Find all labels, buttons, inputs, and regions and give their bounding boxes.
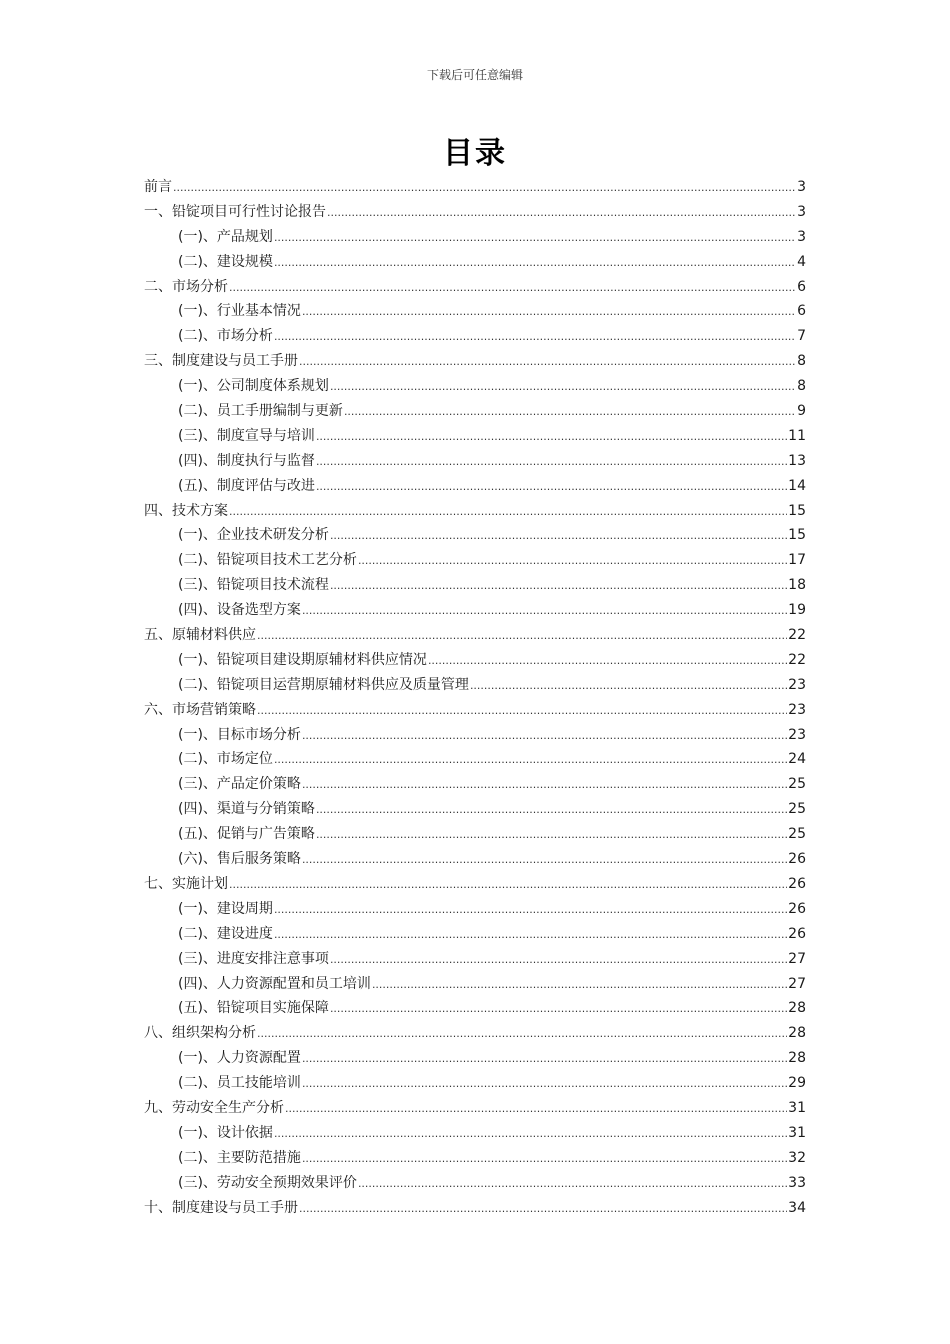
toc-dot-leader (302, 1147, 787, 1172)
toc-entry[interactable] (144, 299, 806, 324)
toc-entry-page: 25 (788, 776, 806, 793)
toc-dot-leader (299, 1197, 787, 1222)
toc-entry[interactable] (144, 349, 806, 374)
toc-dot-leader (358, 549, 787, 574)
toc-dot-leader (302, 599, 787, 624)
toc-entry-page: 27 (788, 950, 806, 967)
toc-title: 目录 (443, 136, 507, 171)
toc-entry[interactable] (144, 1071, 806, 1096)
toc-entry-title: 二、市场分析 (144, 278, 228, 295)
toc-entry-title: (四)、制度执行与监督 (178, 452, 315, 469)
toc-dot-leader (302, 848, 787, 873)
toc-entry[interactable] (144, 1121, 806, 1146)
toc-entry[interactable] (144, 747, 806, 772)
toc-dot-leader (274, 923, 787, 948)
toc-dot-leader (344, 400, 796, 425)
toc-entry[interactable] (144, 947, 806, 972)
toc-entry-page: 25 (788, 826, 806, 843)
toc-entry[interactable] (144, 250, 806, 275)
toc-dot-leader (428, 649, 787, 674)
toc-entry-title: (四)、人力资源配置和员工培训 (178, 975, 371, 992)
toc-entry-page: 22 (788, 627, 806, 644)
toc-dot-leader (274, 748, 787, 773)
toc-entry[interactable] (144, 324, 806, 349)
toc-entry[interactable] (144, 1171, 806, 1196)
toc-dot-leader (257, 624, 787, 649)
toc-entry-title: (四)、设备选型方案 (178, 602, 301, 619)
toc-entry[interactable] (144, 623, 806, 648)
toc-entry-title: 三、制度建设与员工手册 (144, 353, 298, 370)
toc-dot-leader (257, 1022, 787, 1047)
toc-entry[interactable] (144, 1046, 806, 1071)
toc-entry-page: 7 (797, 328, 806, 345)
toc-entry[interactable] (144, 972, 806, 997)
toc-entry[interactable] (144, 474, 806, 499)
toc-dot-leader (274, 1122, 787, 1147)
toc-entry[interactable] (144, 548, 806, 573)
toc-entry-title: (二)、市场分析 (178, 328, 273, 345)
toc-entry[interactable] (144, 772, 806, 797)
toc-entry[interactable] (144, 200, 806, 225)
toc-dot-leader (316, 798, 787, 823)
toc-entry-page: 31 (788, 1124, 806, 1141)
toc-dot-leader (274, 226, 796, 251)
toc-dot-leader (327, 201, 796, 226)
toc-entry-title: 十、制度建设与员工手册 (144, 1199, 298, 1216)
toc-dot-leader (274, 898, 787, 923)
toc-entry-page: 22 (788, 651, 806, 668)
toc-entry-title: (一)、公司制度体系规划 (178, 378, 329, 395)
toc-entry[interactable] (144, 996, 806, 1021)
toc-dot-leader (229, 873, 787, 898)
toc-entry[interactable] (144, 648, 806, 673)
toc-entry[interactable] (144, 275, 806, 300)
toc-entry[interactable] (144, 723, 806, 748)
toc-entry[interactable] (144, 1096, 806, 1121)
toc-entry-title: (一)、人力资源配置 (178, 1050, 301, 1067)
toc-dot-leader (302, 724, 787, 749)
toc-entry-page: 19 (788, 602, 806, 619)
toc-entry-title: (五)、铅锭项目实施保障 (178, 1000, 329, 1017)
table-of-contents (144, 175, 806, 1220)
toc-entry-title: (二)、铅锭项目技术工艺分析 (178, 552, 357, 569)
toc-entry-page: 4 (797, 253, 806, 270)
toc-entry-title: (三)、进度安排注意事项 (178, 950, 329, 967)
toc-entry[interactable] (144, 847, 806, 872)
toc-entry[interactable] (144, 897, 806, 922)
toc-entry-title: (二)、建设规模 (178, 253, 273, 270)
toc-entry-title: (三)、劳动安全预期效果评价 (178, 1174, 357, 1191)
toc-entry-title: (三)、制度宣导与培训 (178, 427, 315, 444)
toc-dot-leader (302, 1072, 787, 1097)
toc-entry-title: (一)、企业技术研发分析 (178, 527, 329, 544)
header-note: 下载后可任意编辑 (426, 68, 523, 82)
toc-entry[interactable] (144, 797, 806, 822)
toc-dot-leader (316, 450, 787, 475)
toc-entry-title: (六)、售后服务策略 (178, 851, 301, 868)
toc-dot-leader (302, 1047, 787, 1072)
toc-entry-page: 3 (797, 179, 806, 195)
toc-dot-leader (470, 674, 787, 699)
toc-entry-title: (一)、设计依据 (178, 1124, 273, 1141)
toc-entry-page: 27 (788, 975, 806, 992)
toc-entry-title: 五、原辅材料供应 (144, 627, 256, 644)
toc-dot-leader (173, 176, 796, 201)
toc-entry-page: 15 (788, 527, 806, 544)
toc-entry-title: (二)、员工技能培训 (178, 1075, 301, 1092)
toc-entry-title: 九、劳动安全生产分析 (144, 1099, 284, 1116)
toc-entry-title: 六、市场营销策略 (144, 701, 256, 718)
toc-dot-leader (316, 823, 787, 848)
toc-entry-title: (五)、制度评估与改进 (178, 477, 315, 494)
toc-dot-leader (302, 300, 796, 325)
toc-entry-page: 26 (788, 925, 806, 942)
toc-entry-title: (二)、市场定位 (178, 751, 273, 768)
toc-dot-leader (285, 1097, 787, 1122)
toc-entry-page: 6 (797, 303, 806, 320)
toc-entry[interactable] (144, 225, 806, 250)
toc-entry-page: 31 (788, 1099, 806, 1116)
toc-entry-page: 32 (788, 1149, 806, 1166)
toc-entry-page: 29 (788, 1075, 806, 1092)
toc-entry[interactable] (144, 1196, 806, 1221)
toc-entry-page: 8 (797, 353, 806, 370)
toc-entry-title: (四)、渠道与分销策略 (178, 801, 315, 818)
toc-entry-page: 17 (788, 552, 806, 569)
toc-entry-title: (三)、产品定价策略 (178, 776, 301, 793)
toc-entry-page: 9 (797, 403, 806, 420)
toc-entry-title: (三)、铅锭项目技术流程 (178, 577, 329, 594)
toc-entry-title: 四、技术方案 (144, 502, 228, 519)
toc-dot-leader (229, 500, 787, 525)
toc-entry-page: 15 (788, 502, 806, 519)
toc-dot-leader (330, 524, 787, 549)
toc-entry[interactable] (144, 499, 806, 524)
toc-dot-leader (372, 973, 787, 998)
toc-entry-title: (一)、产品规划 (178, 228, 273, 245)
toc-entry-page: 11 (788, 427, 806, 444)
toc-dot-leader (257, 699, 787, 724)
toc-entry-page: 28 (788, 1000, 806, 1017)
toc-entry-page: 25 (788, 801, 806, 818)
toc-entry-page: 3 (797, 203, 806, 220)
toc-entry-title: (二)、铅锭项目运营期原辅材料供应及质量管理 (178, 676, 469, 693)
toc-entry-page: 28 (788, 1050, 806, 1067)
toc-dot-leader (274, 251, 796, 276)
toc-dot-leader (358, 1172, 787, 1197)
toc-entry-page: 26 (788, 851, 806, 868)
toc-entry-page: 24 (788, 751, 806, 768)
toc-entry[interactable] (144, 449, 806, 474)
toc-entry[interactable] (144, 822, 806, 847)
toc-entry[interactable] (144, 399, 806, 424)
toc-entry[interactable] (144, 698, 806, 723)
toc-dot-leader (330, 574, 787, 599)
toc-entry-page: 18 (788, 577, 806, 594)
toc-entry-page: 26 (788, 900, 806, 917)
toc-entry[interactable] (144, 523, 806, 548)
toc-entry-title: 七、实施计划 (144, 875, 228, 892)
toc-dot-leader (274, 325, 796, 350)
toc-entry[interactable] (144, 673, 806, 698)
toc-entry-page: 23 (788, 726, 806, 743)
toc-entry-page: 6 (797, 278, 806, 295)
toc-entry[interactable] (144, 1146, 806, 1171)
toc-entry[interactable] (144, 598, 806, 623)
toc-entry-page: 3 (797, 228, 806, 245)
toc-dot-leader (299, 350, 796, 375)
toc-entry-page: 33 (788, 1174, 806, 1191)
toc-entry-title: (一)、目标市场分析 (178, 726, 301, 743)
toc-entry-title: (二)、主要防范措施 (178, 1149, 301, 1166)
toc-dot-leader (316, 475, 787, 500)
toc-entry-title: 前言 (144, 179, 172, 195)
toc-entry[interactable] (144, 374, 806, 399)
toc-entry-page: 23 (788, 701, 806, 718)
toc-entry-page: 23 (788, 676, 806, 693)
toc-entry-title: (一)、铅锭项目建设期原辅材料供应情况 (178, 651, 427, 668)
toc-entry-page: 28 (788, 1025, 806, 1042)
toc-entry[interactable] (144, 573, 806, 598)
toc-dot-leader (229, 276, 796, 301)
toc-entry-page: 26 (788, 875, 806, 892)
toc-entry[interactable] (144, 175, 806, 200)
toc-entry-page: 14 (788, 477, 806, 494)
toc-entry-title: (五)、促销与广告策略 (178, 826, 315, 843)
toc-dot-leader (330, 375, 796, 400)
toc-entry-title: (一)、行业基本情况 (178, 303, 301, 320)
toc-dot-leader (302, 773, 787, 798)
toc-entry-page: 8 (797, 378, 806, 395)
toc-dot-leader (316, 425, 787, 450)
toc-entry-title: 一、铅锭项目可行性讨论报告 (144, 203, 326, 220)
toc-dot-leader (330, 997, 787, 1022)
toc-entry-page: 34 (788, 1199, 806, 1216)
toc-entry-title: (一)、建设周期 (178, 900, 273, 917)
toc-entry[interactable] (144, 872, 806, 897)
toc-entry-title: 八、组织架构分析 (144, 1025, 256, 1042)
toc-entry[interactable] (144, 922, 806, 947)
toc-entry[interactable] (144, 424, 806, 449)
toc-entry[interactable] (144, 1021, 806, 1046)
toc-entry-page: 13 (788, 452, 806, 469)
toc-entry-title: (二)、员工手册编制与更新 (178, 403, 343, 420)
toc-entry-title: (二)、建设进度 (178, 925, 273, 942)
toc-dot-leader (330, 948, 787, 973)
